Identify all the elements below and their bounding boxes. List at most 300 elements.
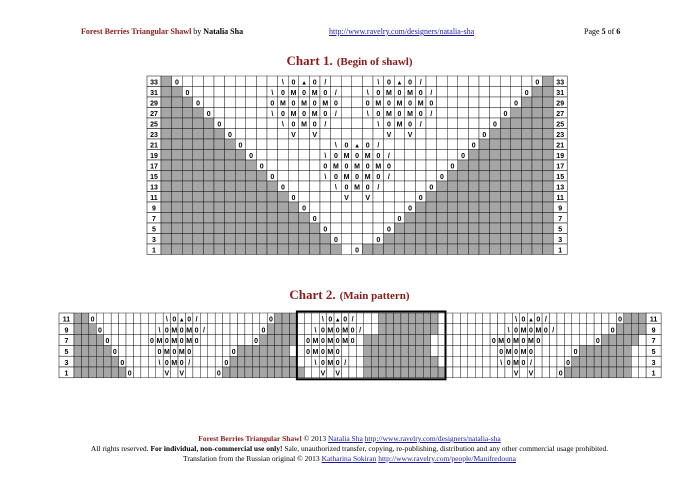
header-author: Natalia Sha <box>203 27 244 36</box>
chart2-cell <box>453 367 460 378</box>
chart1-slash-symbol: / <box>324 79 327 87</box>
chart2-cell <box>579 313 586 324</box>
chart2-cell <box>475 345 482 356</box>
chart2-cell <box>475 367 482 378</box>
chart1-v-symbol: V <box>291 131 296 139</box>
chart2-m-symbol: M <box>171 359 178 367</box>
chart2-cell <box>453 335 460 346</box>
chart2-cell <box>453 356 460 367</box>
chart2-cell <box>81 345 88 356</box>
chart2-cell <box>386 324 393 335</box>
chart2-cell <box>297 324 304 335</box>
chart2-cell <box>401 324 408 335</box>
chart2-cell <box>364 356 371 367</box>
chart2-cell <box>438 324 445 335</box>
chart2-cell <box>148 345 155 356</box>
chart2-cell <box>297 367 304 378</box>
chart2-cell <box>453 313 460 324</box>
chart2-cell <box>245 313 252 324</box>
chart2-cell <box>401 367 408 378</box>
chart2-cell <box>631 356 638 367</box>
chart2-cell <box>631 345 638 356</box>
chart2-yo-symbol: 0 <box>320 327 325 335</box>
chart2-yo-symbol: 0 <box>254 338 258 346</box>
chart2-cell <box>602 356 609 367</box>
chart2-cell <box>126 345 133 356</box>
chart2-cell <box>416 345 423 356</box>
chart2-cell <box>594 313 601 324</box>
page-current: 5 <box>601 27 606 36</box>
chart2-yo-symbol: 0 <box>610 327 615 335</box>
chart1-yo-symbol: 0 <box>291 79 296 87</box>
chart1-backslash-symbol: \ <box>271 89 274 97</box>
chart2-cell <box>602 335 609 346</box>
chart2-cell <box>96 345 103 356</box>
chart2-cell <box>631 335 638 346</box>
chart2-cell <box>460 345 467 356</box>
chart2-cell <box>193 345 200 356</box>
chart2-yo-symbol: 0 <box>343 316 348 324</box>
chart1-backslash-symbol: \ <box>366 110 369 118</box>
chart2-cell <box>624 335 631 346</box>
chart2-cell <box>505 367 512 378</box>
footer-noncommercial: For individual, non-commercial use only! <box>150 444 283 453</box>
chart2-cell <box>208 345 215 356</box>
chart1-yo-symbol: 0 <box>280 89 285 97</box>
chart2-cell <box>282 335 289 346</box>
chart2-cell <box>223 313 230 324</box>
chart2-cell <box>602 345 609 356</box>
chart2-row-label-right: 5 <box>651 349 656 356</box>
chart2-cell <box>579 367 586 378</box>
chart2-cell <box>594 345 601 356</box>
chart2-cell <box>624 367 631 378</box>
chart1-yo-symbol: 0 <box>386 226 391 234</box>
chart2-yo-symbol: 0 <box>521 316 526 324</box>
chart2-m-symbol: M <box>171 327 178 335</box>
chart1-yo-symbol: 0 <box>259 163 264 171</box>
chart2-cell <box>289 335 296 346</box>
chart2-cell <box>81 356 88 367</box>
chart1-yo-symbol: 0 <box>355 247 360 255</box>
chart1-yo-symbol: 0 <box>312 100 317 108</box>
chart2-yo-symbol: 0 <box>521 359 526 367</box>
chart1-yo-symbol: 0 <box>418 110 423 118</box>
chart2-yo-symbol: 0 <box>179 359 184 367</box>
footer-translator-link[interactable]: Katharina Sokiran <box>321 454 377 463</box>
page-of: of <box>605 27 617 36</box>
header-url-link[interactable]: http://www.ravelry.com/designers/natalia-sha <box>329 27 475 36</box>
chart2-cell <box>460 367 467 378</box>
chart2-cell <box>111 324 118 335</box>
chart1-yo-symbol: 0 <box>386 121 391 129</box>
chart2-yo-symbol: 0 <box>566 359 571 367</box>
chart1-yo-symbol: 0 <box>333 100 338 108</box>
chart2-cell <box>104 367 111 378</box>
chart2-cell <box>386 313 393 324</box>
chart1-m-symbol: M <box>417 100 424 108</box>
chart1-slash-symbol: / <box>334 89 337 97</box>
chart1-yo-symbol: 0 <box>418 194 423 202</box>
chart2-cell <box>349 345 356 356</box>
chart1-yo-symbol: 0 <box>270 173 275 181</box>
chart2-cell <box>639 356 646 367</box>
chart2-v-symbol: V <box>528 370 534 378</box>
chart2-cell <box>282 313 289 324</box>
chart2-cell <box>616 324 623 335</box>
chart2-cell <box>156 313 163 324</box>
chart2-cell <box>312 367 319 378</box>
chart2-cell <box>483 367 490 378</box>
chart2-cell <box>446 335 453 346</box>
chart2-cell <box>483 356 490 367</box>
chart2-cell <box>126 335 133 346</box>
chart2-yo-symbol: 0 <box>179 338 184 346</box>
chart2-cell <box>141 313 148 324</box>
chart2-cell <box>498 367 505 378</box>
chart2-cell <box>431 345 438 356</box>
chart2-cell <box>550 345 557 356</box>
chart1-backslash-symbol: \ <box>377 79 380 87</box>
chart2-backslash-symbol: \ <box>507 327 510 335</box>
chart2-cell <box>542 356 549 367</box>
chart2-cell <box>133 335 140 346</box>
chart2-cell <box>386 367 393 378</box>
chart2-cell <box>297 356 304 367</box>
chart1-yo-symbol: 0 <box>535 79 540 87</box>
chart2-cell <box>133 324 140 335</box>
chart2-cell <box>200 367 207 378</box>
chart2-cell <box>431 313 438 324</box>
chart2-cell <box>356 367 363 378</box>
chart2-cell <box>401 313 408 324</box>
chart2-yo-symbol: 0 <box>335 338 340 346</box>
chart2-cell <box>408 335 415 346</box>
chart2-yo-symbol: 0 <box>528 327 533 335</box>
chart2-cell <box>542 345 549 356</box>
chart2-cell <box>223 324 230 335</box>
chart2-slash-symbol: / <box>195 316 198 324</box>
chart2-cell <box>453 345 460 356</box>
chart2-v-symbol: V <box>335 370 341 378</box>
chart2-cell <box>230 335 237 346</box>
chart2-cell <box>282 356 289 367</box>
chart2-yo-symbol: 0 <box>268 316 273 324</box>
chart1-row-label-right: 29 <box>556 100 565 108</box>
chart1-yo-symbol: 0 <box>365 142 370 150</box>
chart1-triangle-symbol: ▲ <box>354 143 361 150</box>
chart1-yo-symbol: 0 <box>397 89 402 97</box>
chart1-yo-symbol: 0 <box>344 163 349 171</box>
chart2-m-symbol: M <box>327 359 334 367</box>
chart2-cell <box>126 356 133 367</box>
chart1-yo-symbol: 0 <box>397 215 402 223</box>
chart1-yo-symbol: 0 <box>365 184 370 192</box>
chart2-cell <box>624 345 631 356</box>
chart2-cell <box>542 335 549 346</box>
chart2-cell <box>446 313 453 324</box>
chart2-cell <box>460 313 467 324</box>
chart2-yo-symbol: 0 <box>261 327 266 335</box>
chart2-yo-symbol: 0 <box>231 349 236 356</box>
chart2-cell <box>364 324 371 335</box>
chart2-cell <box>96 335 103 346</box>
chart2-yo-symbol: 0 <box>120 359 125 367</box>
chart1-slash-symbol: / <box>324 121 327 129</box>
chart2-yo-symbol: 0 <box>306 349 310 356</box>
chart2-m-symbol: M <box>520 327 527 335</box>
chart2-m-symbol: M <box>186 327 193 335</box>
chart2-slash-symbol: / <box>188 359 191 367</box>
chart1-m-symbol: M <box>311 110 318 118</box>
chart2-cell <box>483 335 490 346</box>
chart2-cell <box>133 345 140 356</box>
chart2-cell <box>275 367 282 378</box>
chart2-cell <box>371 345 378 356</box>
chart1-yo-symbol: 0 <box>429 184 434 192</box>
chart2-backslash-symbol: \ <box>158 359 161 367</box>
chart1-yo-symbol: 0 <box>524 89 529 97</box>
chart1-row-label-left: 29 <box>150 100 158 108</box>
chart2-cell <box>393 356 400 367</box>
chart2-yo-symbol: 0 <box>491 338 496 346</box>
chart1-m-symbol: M <box>354 163 361 171</box>
chart1-m-symbol: M <box>407 89 414 97</box>
chart2-cell <box>356 335 363 346</box>
chart1-m-symbol: M <box>385 89 392 97</box>
chart1-row-label-left: 11 <box>150 194 158 202</box>
chart2-yo-symbol: 0 <box>90 316 95 324</box>
chart2-cell <box>371 356 378 367</box>
chart2-cell <box>408 324 415 335</box>
footer-url-link[interactable]: http://www.ravelry.com/designers/natalia-sha <box>364 434 501 443</box>
chart2-backslash-symbol: \ <box>314 327 317 335</box>
footer-line-2 <box>0 444 699 454</box>
chart2-m-symbol: M <box>312 349 319 356</box>
chart2-m-symbol: M <box>342 338 349 346</box>
chart1-m-symbol: M <box>290 89 297 97</box>
chart1-backslash-symbol: \ <box>281 79 284 87</box>
chart1-m-symbol: M <box>311 89 318 97</box>
chart2-v-symbol: V <box>179 370 185 378</box>
chart2-yo-symbol: 0 <box>618 316 623 324</box>
chart2-cell <box>119 313 126 324</box>
chart2-cell <box>111 313 118 324</box>
chart2-cell <box>148 324 155 335</box>
chart2-cell <box>215 345 222 356</box>
chart2-backslash-symbol: \ <box>500 359 503 367</box>
chart1-backslash-symbol: \ <box>334 142 337 150</box>
chart2-cell <box>289 324 296 335</box>
chart2-cell <box>550 335 557 346</box>
chart2-cell <box>587 335 594 346</box>
page-prefix: Page <box>584 27 602 36</box>
chart2-cell <box>624 324 631 335</box>
chart2-cell <box>431 324 438 335</box>
chart2-cell <box>356 345 363 356</box>
chart2-cell <box>393 335 400 346</box>
chart2-cell <box>438 356 445 367</box>
footer-prohibited: Sale, unauthorized transfer, copying, re-publishing, distribution and any other commercial usage prohibited. <box>282 444 609 453</box>
chart2-yo-symbol: 0 <box>105 338 110 346</box>
chart2-cell <box>297 313 304 324</box>
chart1-yo-symbol: 0 <box>376 110 381 118</box>
chart2-cell <box>460 324 467 335</box>
chart1-yo-symbol: 0 <box>174 79 179 87</box>
chart2-cell <box>475 335 482 346</box>
chart2-cell <box>275 313 282 324</box>
chart2-cell <box>275 345 282 356</box>
chart2-yo-symbol: 0 <box>595 338 600 346</box>
chart2-cell <box>304 367 311 378</box>
chart1-row-label-right: 5 <box>558 226 563 234</box>
chart2-row-label-right: 9 <box>651 327 656 335</box>
chart2-cell <box>386 345 393 356</box>
chart1-row-label-right: 25 <box>556 121 565 129</box>
chart2-cell <box>416 324 423 335</box>
chart1-yo-symbol: 0 <box>344 184 349 192</box>
chart1-row-label-left: 3 <box>152 236 156 244</box>
chart2-cell <box>542 367 549 378</box>
chart2-cell <box>572 324 579 335</box>
chart2-cell <box>245 324 252 335</box>
footer-line-3 <box>0 454 699 464</box>
chart2-backslash-symbol: \ <box>165 316 168 324</box>
chart2-cell <box>624 356 631 367</box>
chart2-cell <box>393 367 400 378</box>
chart2-cell <box>557 335 564 346</box>
chart2-cell <box>282 367 289 378</box>
chart2-m-symbol: M <box>513 359 520 367</box>
chart2-cell <box>133 356 140 367</box>
chart2-backslash-symbol: \ <box>515 316 518 324</box>
chart1-row-label-left: 7 <box>152 215 156 223</box>
chart1-row-label-right: 11 <box>556 194 564 202</box>
chart2-cell <box>490 324 497 335</box>
chart2-cell <box>468 313 475 324</box>
chart2-m-symbol: M <box>327 327 334 335</box>
chart1-row-label-right: 13 <box>556 184 565 192</box>
chart2-row-label-right: 1 <box>651 370 656 378</box>
chart1-backslash-symbol: \ <box>324 152 327 160</box>
chart1-yo-symbol: 0 <box>429 100 434 108</box>
footer-translator-url[interactable]: http://www.ravelry.com/people/Manifredouna <box>378 454 516 463</box>
chart1-yo-symbol: 0 <box>408 100 413 108</box>
chart2-cell <box>490 356 497 367</box>
chart1-yo-symbol: 0 <box>312 215 317 223</box>
chart2-cell <box>237 345 244 356</box>
chart2-cell <box>275 324 282 335</box>
chart2-yo-symbol: 0 <box>521 338 526 346</box>
chart2-yo-symbol: 0 <box>543 327 548 335</box>
chart2-cell <box>260 335 267 346</box>
chart1-yo-symbol: 0 <box>397 110 402 118</box>
chart2-slash-symbol: / <box>529 359 532 367</box>
footer-author-link[interactable]: Natalia Sha <box>328 434 363 443</box>
chart2-cell <box>609 356 616 367</box>
chart1-slash-symbol: / <box>377 184 380 192</box>
chart2-cell <box>446 367 453 378</box>
chart2-cell <box>468 367 475 378</box>
chart1-yo-symbol: 0 <box>450 163 455 171</box>
chart2-cell <box>423 356 430 367</box>
chart1-row-label-right: 7 <box>558 215 563 223</box>
chart1-row-label-left: 17 <box>150 163 158 171</box>
chart2-cell <box>616 345 623 356</box>
chart2-m-symbol: M <box>156 338 163 346</box>
chart1-row-label-left: 27 <box>150 110 158 118</box>
chart2-yo-symbol: 0 <box>164 338 169 346</box>
chart1-slash-symbol: / <box>430 110 433 118</box>
chart2-m-symbol: M <box>327 349 334 356</box>
chart1-row-label-right: 9 <box>558 205 563 213</box>
chart2-cell <box>230 313 237 324</box>
chart1-yo-symbol: 0 <box>503 110 508 118</box>
chart2-cell <box>289 356 296 367</box>
chart1-yo-symbol: 0 <box>408 79 413 87</box>
chart1-subtitle: (Begin of shawl) <box>336 56 413 68</box>
chart2-cell <box>289 313 296 324</box>
chart1-yo-symbol: 0 <box>217 121 222 129</box>
chart1-row-label-left: 25 <box>150 121 158 129</box>
chart2-cell <box>141 345 148 356</box>
chart2-cell <box>379 356 386 367</box>
header-by: by <box>191 27 204 36</box>
chart2-cell <box>349 367 356 378</box>
chart2-cell <box>275 356 282 367</box>
chart2-cell <box>535 356 542 367</box>
chart2-cell <box>364 335 371 346</box>
chart1-slash-symbol: / <box>387 173 390 181</box>
chart1-row-label-left: 19 <box>150 152 158 160</box>
chart2-cell <box>639 367 646 378</box>
chart1-yo-symbol: 0 <box>280 184 285 192</box>
chart2-yo-symbol: 0 <box>350 327 355 335</box>
chart2-row-label-left: 3 <box>64 359 69 367</box>
chart2-cell <box>490 313 497 324</box>
chart1-yo-symbol: 0 <box>344 142 349 150</box>
chart2-yo-symbol: 0 <box>164 359 169 367</box>
chart2-cell <box>148 356 155 367</box>
chart2-cell <box>475 324 482 335</box>
chart2-cell <box>572 356 579 367</box>
chart1-triangle-symbol: ▲ <box>301 80 308 87</box>
chart1-slash-symbol: / <box>430 89 433 97</box>
chart1-m-symbol: M <box>279 100 286 108</box>
chart2-cell <box>119 345 126 356</box>
chart2-cell <box>230 356 237 367</box>
chart2-cell <box>267 324 274 335</box>
chart2-cell <box>148 313 155 324</box>
chart1-m-symbol: M <box>396 100 403 108</box>
chart2-cell <box>267 335 274 346</box>
chart2-cell <box>126 324 133 335</box>
chart1-yo-symbol: 0 <box>439 173 444 181</box>
chart2-cell <box>96 356 103 367</box>
chart1-v-symbol: V <box>407 131 413 139</box>
chart1-row-label-right: 3 <box>558 236 563 244</box>
chart2-cell <box>498 324 505 335</box>
chart2-m-symbol: M <box>342 327 349 335</box>
chart2-cell <box>535 367 542 378</box>
chart2-cell <box>557 324 564 335</box>
chart1-yo-symbol: 0 <box>376 89 381 97</box>
chart2-cell <box>408 356 415 367</box>
footer-translation: Translation from the Russian original © 2013 <box>183 454 322 463</box>
chart1-yo-symbol: 0 <box>386 100 391 108</box>
chart1-row-label-left: 1 <box>152 247 156 255</box>
chart1-yo-symbol: 0 <box>492 121 497 129</box>
